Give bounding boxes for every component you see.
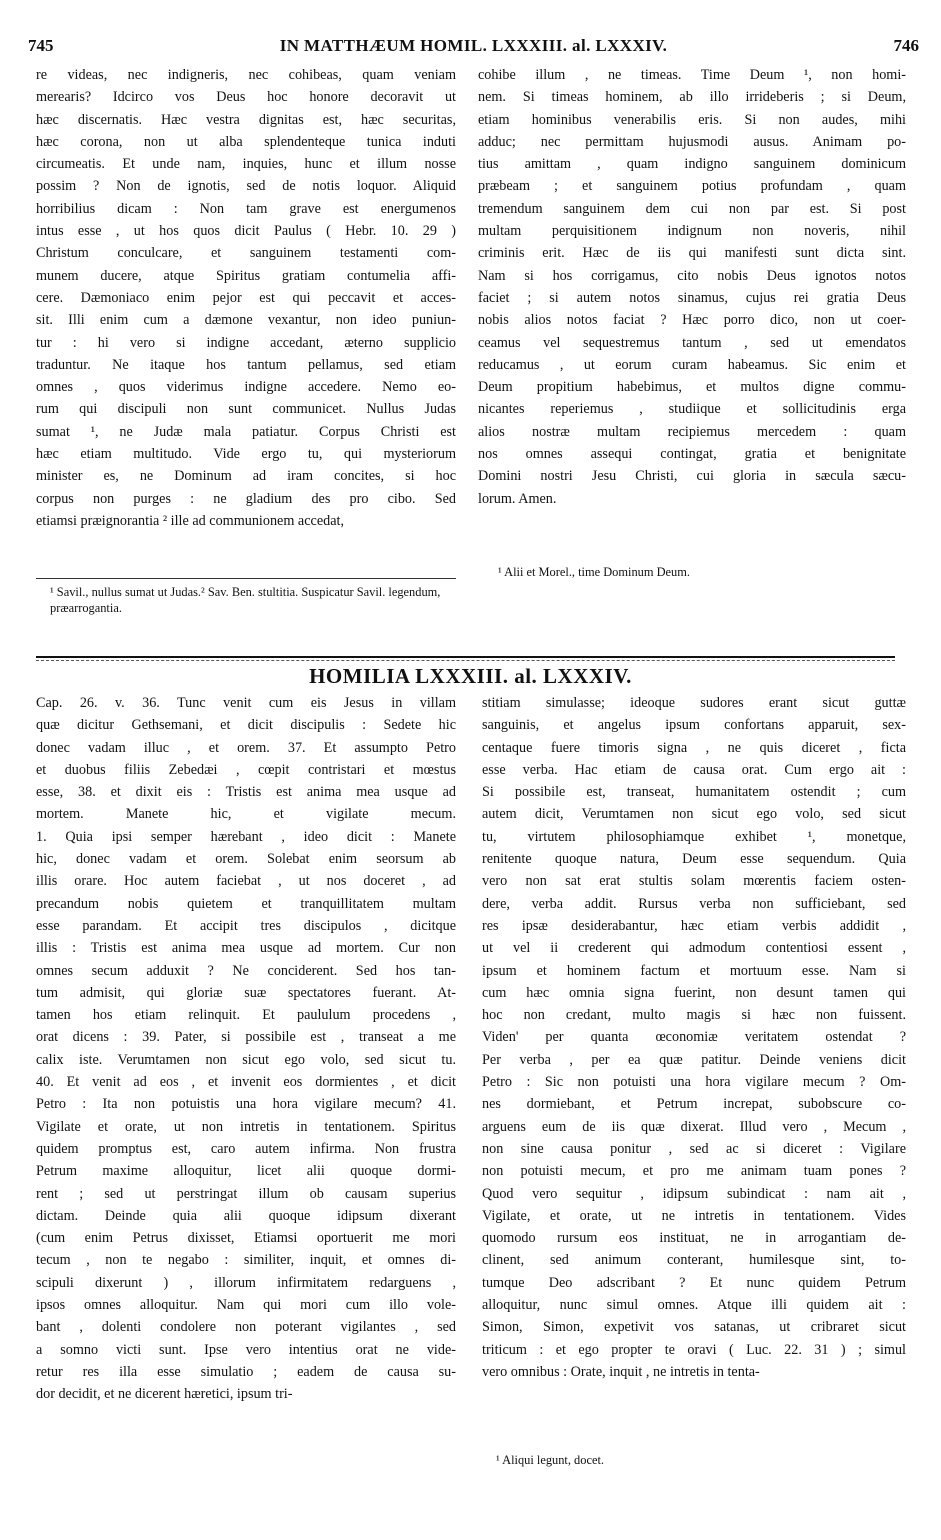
text-line: non sine causa ponitur , sed ac si diceret : Vigilare <box>482 1140 906 1157</box>
footnote-rule <box>36 578 456 579</box>
text-line: corpus non purges : ne gladium des pro cibo. Sed <box>36 490 456 507</box>
bottom-right-footnotes <box>496 1452 896 1468</box>
text-line: triticum : et ego propter te oravi ( Luc. 22. 31 ) ; simul <box>482 1341 906 1358</box>
text-line: sit. Illi enim cum a dæmone vexantur, non ideo puniun- <box>36 312 456 329</box>
footnote-line: ¹ Savil., nullus sumat ut Judas. <box>50 585 202 599</box>
text-line: ipsos omnes alloquitur. Nam qui mori cum illo vole- <box>36 1297 456 1314</box>
text-line: nos omnes assequi contingat, gratia et benignitate <box>478 446 906 463</box>
text-line: hæc etiam multitudo. Vide ergo tu, qui mysteriorum <box>36 446 456 463</box>
text-line: orat dicens : 39. Pater, si possibile est , transeat a me <box>36 1029 456 1046</box>
text-line: Vigilate, et orate, ut ne intretis in tentationem. Vides <box>482 1207 906 1224</box>
text-line: bant , dolenti condolere non poterant vigilantes , sed <box>36 1319 456 1336</box>
text-line: 1. Quia ipsi semper hærebant , ideo dicit : Manete <box>36 828 456 845</box>
text-line: tur : hi vero si indigne accedant, æterno supplicio <box>36 334 456 351</box>
text-line: intus esse , ut hos quos dicit Paulus ( Hebr. 10. 29 ) <box>36 223 456 240</box>
text-line: a somno victi sunt. Ipse vero intentius orat ne vide- <box>36 1341 456 1358</box>
text-line: quæ dicitur Gethsemani, et dicit discipulis : Sedete hic <box>36 717 456 734</box>
text-line: dor decidit, et ne dicerent hæretici, ipsum tri- <box>36 1386 293 1403</box>
text-line: hoc non credant, multo magis si hæc non fuissent. <box>482 1007 906 1024</box>
text-line: etiam hominibus venerabilis eris. Si non audes, mihi <box>478 111 906 128</box>
text-line: vero omnibus : Orate, inquit , ne intretis in tenta- <box>482 1363 760 1380</box>
text-line: illis : Tristis est anima mea usque ad mortem. Cur non <box>36 940 456 957</box>
text-line: criminis erit. Hæc de iis qui manifesti sunt dicta sint. <box>478 245 906 262</box>
bottom-right-column <box>482 692 906 1383</box>
text-line: tecum , non te negabo : similiter, inquit, et omnes di- <box>36 1252 456 1269</box>
text-line: hæc corona, non ut alba splendenteque tunica induti <box>36 133 456 150</box>
text-line: esse parandam. Et accipit tres discipulos , dicitque <box>36 917 456 934</box>
top-right-column <box>478 64 906 510</box>
text-line: præbeam ; et sanguinem potius profundam , quam <box>478 178 906 195</box>
text-line: retur res illa esse simulatio ; eadem de causa su- <box>36 1363 456 1380</box>
text-line: stitiam simulasse; ideoque sudores erant sicut guttæ <box>482 695 906 711</box>
text-line: Per verba , per ea quæ patitur. Deinde veniens dicit <box>482 1051 906 1068</box>
text-line: illis orare. Hoc autem faciebat , ut nos doceret , ad <box>36 873 456 890</box>
text-line: tu, virtutem philosophiamque exhibet ¹, monetque, <box>482 828 906 845</box>
running-title: IN MATTHÆUM HOMIL. LXXXIII. al. LXXXIV. <box>279 36 668 55</box>
text-line: nes dormiebant, et Petrum increpat, subobscure co- <box>482 1096 906 1113</box>
text-line: merearis? Idcirco vos Deus hoc honore decoravit ut <box>36 89 456 106</box>
text-line: traduntur. Ne itaque hos tantum pellamus, sed etiam <box>36 356 456 373</box>
text-line: nicantes reperiemus , studiique et sollicitudinis erga <box>478 401 906 418</box>
text-line: ipsum et hominem factum et mortuum esse. Nam si <box>482 962 906 979</box>
footnote-line: arrogantia. <box>68 601 122 615</box>
text-line: Petrum maxime alloquitur, licet alii quoque dormi- <box>36 1163 456 1180</box>
text-line: Domini nostri Jesu Christi, cui gloria in sæcula sæcu- <box>478 468 906 485</box>
text-line: munem ducere, atque Spiritus gratiam contumelia affi- <box>36 267 456 284</box>
text-line: 40. Et venit ad eos , et invenit eos dormientes , et dicit <box>36 1074 456 1091</box>
text-line: tumque Deo adscribant ? Et nunc quidem Petrum <box>482 1274 906 1291</box>
text-line: alios nostræ multam recipiemus mercedem : quam <box>478 423 906 440</box>
footnote-line: ² Sav. Ben. stultitia. Suspicatur Savil. legendum, præ <box>50 585 441 615</box>
text-line: adduc; nec permittam hujusmodi ausus. Animam po- <box>478 133 906 150</box>
text-line: cohibe illum , ne timeas. Time Deum ¹, non homi- <box>478 67 906 83</box>
text-line: possim ? Non de ignotis, sed de notis loquor. Aliquid <box>36 178 456 195</box>
text-line: clinent, sed animum conterant, humilesque sint, to- <box>482 1252 906 1269</box>
text-line: tremendum sanguinem dem cui non par est. Si post <box>478 200 906 217</box>
footnote-line: ¹ Aliqui legunt, docet. <box>496 1453 604 1467</box>
homily-title: HOMILIA LXXXIII. al. LXXXIV. <box>309 664 632 688</box>
text-line: Petro : Ita non potuistis una hora vigilare mecum? 41. <box>36 1096 456 1113</box>
text-line: precandum nobis quietem et tranquillitatem multam <box>36 895 456 912</box>
text-line: Christum conculcare, et sanguinem testamenti com- <box>36 245 456 262</box>
text-line: Vigilate et orate, ut non intretis in tentationem. Spiritus <box>36 1118 456 1135</box>
text-line: nobis alios notos faciat ? Hæc porro dico, non ut coer- <box>478 312 906 329</box>
text-line: et duobus filiis Zebedæi , cœpit contristari et mœstus <box>36 761 456 778</box>
text-line: Petro : Sic non potuisti una hora vigilare mecum ? Om- <box>482 1074 906 1091</box>
text-line: cum hæc omnia signa fuerint, non desunt tamen qui <box>482 984 906 1001</box>
text-line: minister es, ne Dominum ad iram concites, si hoc <box>36 468 456 485</box>
text-line: centaque fuere timoris signa , ne quis diceret , ficta <box>482 739 906 756</box>
text-line: tamen hos etiam relinquit. Et paululum procedens , <box>36 1007 456 1024</box>
text-line: Deum propitium habebimus, et multos digne commu- <box>478 379 906 396</box>
text-line: re videas, nec indigneris, nec cohibeas, quam veniam <box>36 67 456 83</box>
text-line: donec vadam illuc , et orem. 37. Et assumpto Petro <box>36 739 456 756</box>
text-line: omnes secum adduxit ? Ne conciderent. Sed hos tan- <box>36 962 456 979</box>
text-line: scipuli dixerunt ) , illorum infirmitatem redarguens , <box>36 1274 456 1291</box>
bottom-left-column <box>36 692 456 1406</box>
text-line: reducamus , ut eorum curam habeamus. Sic enim et <box>478 356 906 373</box>
text-line: alloquitur, nunc simul omnes. Atque illi quidem ait : <box>482 1297 906 1314</box>
text-line: ut vel ii crederent qui admodum contentiosi essent , <box>482 940 906 957</box>
top-right-footnotes <box>498 564 898 580</box>
text-line: non potuisti mecum, et pro me animam tuam pones ? <box>482 1163 906 1180</box>
text-line: Cap. 26. v. 36. Tunc venit cum eis Jesus in villam <box>36 695 456 711</box>
section-separator <box>36 656 895 658</box>
text-line: circumeatis. Et unde nam, inquies, hunc et illum nosse <box>36 156 456 173</box>
text-line: mortem. Manete hic, et vigilate mecum. <box>36 806 456 823</box>
page-number-left: 745 <box>28 36 54 55</box>
top-left-footnotes <box>50 584 450 616</box>
text-line: nem. Si timeas hominem, ab illo irrideberis ; si Deum, <box>478 89 906 106</box>
section-separator-dashed <box>36 660 895 661</box>
text-line: ceamus vel sequestremus tantum , sed ut emendatos <box>478 334 906 351</box>
text-line: hic, donec vadam et orem. Solebat enim seorsum ab <box>36 851 456 868</box>
text-line: (cum enim Petrus dixisset, Etiamsi oportuerit me mori <box>36 1230 456 1247</box>
text-line: rent ; sed ut perstringat illum ob causam superius <box>36 1185 456 1202</box>
text-line: etiamsi præignorantia ² ille ad communionem accedat, <box>36 512 345 529</box>
text-line: res ipsæ desiderabantur, hæc etiam verbis addidit , <box>482 917 906 934</box>
text-line: dere, verba addit. Rursus verba non sufficiebant, sed <box>482 895 906 912</box>
text-line: sanguinis, et angelus ipsum confortans apparuit, sex- <box>482 717 906 734</box>
text-line: sumat ¹, ne Judæ mala patiatur. Corpus Christi est <box>36 423 456 440</box>
text-line: vero non sat erat stultis solam mœrentis faciem osten- <box>482 873 906 890</box>
footnote-line: ¹ Alii et Morel., time Dominum Deum. <box>498 565 690 579</box>
text-line: tum admisit, qui gloriæ suæ spectatores fuerant. At- <box>36 984 456 1001</box>
text-line: autem dicit, Verumtamen non sicut ego volo, sed sicut <box>482 806 906 823</box>
text-line: Simon, Simon, expetivit vos satanas, ut cribraret sicut <box>482 1319 906 1336</box>
top-left-column <box>36 64 456 532</box>
text-line: lorum. Amen. <box>478 490 557 507</box>
text-line: quidem promptus est, caro autem infirma. Non frustra <box>36 1140 456 1157</box>
text-line: omnes , quos viderimus indigne accedere. Nemo eo- <box>36 379 456 396</box>
text-line: Viden' per quanta œconomiæ veritatem ostendat ? <box>482 1029 906 1046</box>
text-line: arguens eum de iis quæ dixerat. Illud vero , Mecum , <box>482 1118 906 1135</box>
text-line: esse verba. Hac etiam de causa orat. Cum ergo ait : <box>482 761 906 778</box>
text-line: cere. Dæmoniaco enim pejor est qui peccavit et acces- <box>36 289 456 306</box>
text-line: horribilius dicam : Non tam grave est energumenos <box>36 200 456 217</box>
text-line: tius amittam , quam indigno sanguinem dominicum <box>478 156 906 173</box>
text-line: hæc discernatis. Hæc vestra dignitas est, hæc securitas, <box>36 111 456 128</box>
text-line: Quod vero sequitur , idipsum subindicat : nam ait , <box>482 1185 906 1202</box>
text-line: Nam si hos corrigamus, cito nobis Deus ignotos notos <box>478 267 906 284</box>
text-line: calix iste. Verumtamen non sicut ego volo, sed sicut tu. <box>36 1051 456 1068</box>
text-line: rum qui discipuli non sunt communicet. Nullus Judas <box>36 401 456 418</box>
text-line: esse, 38. et dixit eis : Tristis est anima mea usque ad <box>36 784 456 801</box>
text-line: quomodo rursum eos instituat, ne in arrogantiam de- <box>482 1230 906 1247</box>
text-line: dictam. Deinde quia alii quoque idipsum dixerant <box>36 1207 456 1224</box>
text-line: faciet ; si autem notos sinamus, cujus rei gratia Deus <box>478 289 906 306</box>
running-head <box>28 36 919 60</box>
text-line: renitente quoque natura, Deum esse sequendum. Quia <box>482 851 906 868</box>
text-line: Si possibile est, transeat, humanitatem ostendit ; cum <box>482 784 906 801</box>
text-line: multam perquisitionem indignum non noveris, nihil <box>478 223 906 240</box>
page-number-right: 746 <box>893 36 919 55</box>
